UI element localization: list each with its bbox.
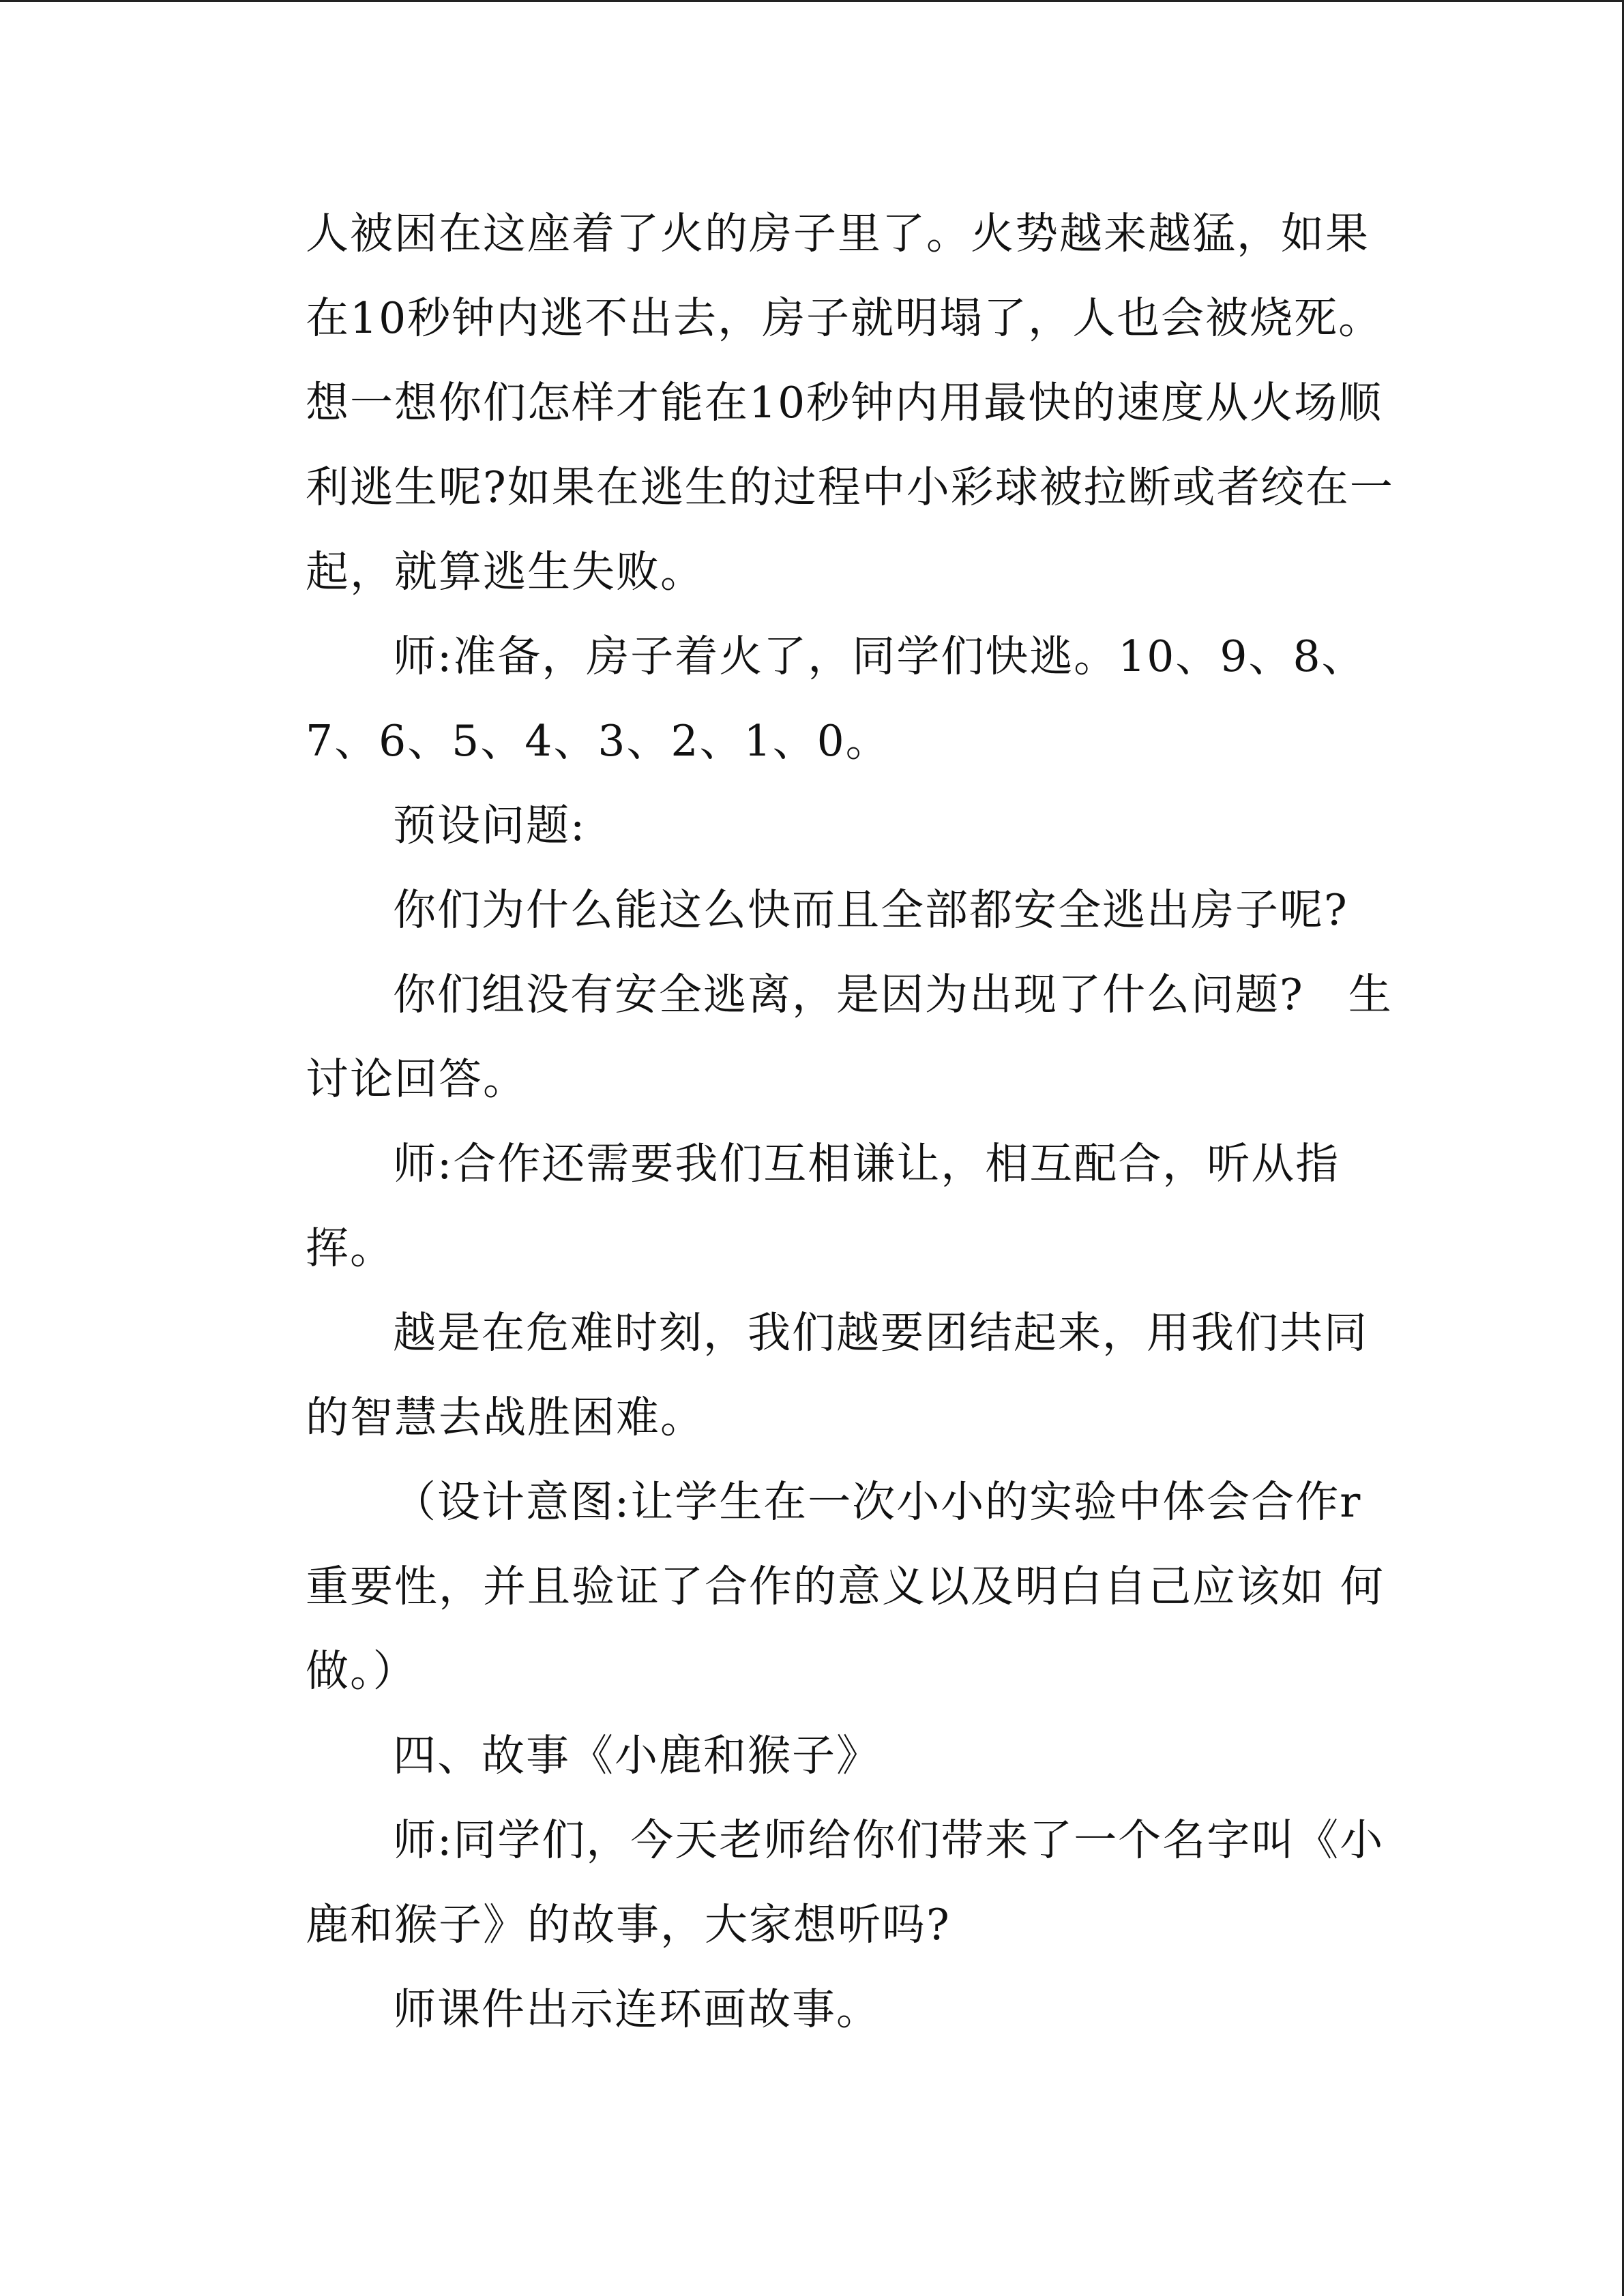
text-line: 你们为什么能这么快而且全部都安全逃出房子呢? (393, 885, 1348, 935)
text-line: 重要性，并且验证了合作的意义以及明白自己应该如 何 (306, 1562, 1385, 1611)
text-line: 人被困在这座着了火的房子里了。火势越来越猛，如果 (306, 209, 1370, 258)
text-line: 师课件出示连环画故事。 (393, 1984, 881, 2034)
text-line: 鹿和猴子》的故事，大家想听吗? (306, 1900, 951, 1950)
text-line: 起，就算逃生失败。 (306, 547, 705, 597)
text-line: 7、6、5、4、3、2、1、0。 (306, 716, 890, 766)
text-line: 做。） (306, 1646, 417, 1696)
text-line: 师:合作还需要我们互相谦让，相互配合，听从指 (393, 1139, 1340, 1189)
section-heading: 四、故事《小鹿和猴子》 (393, 1731, 881, 1780)
text-line: 想一想你们怎样才能在10秒钟内用最快的速度从火场顺 (306, 378, 1383, 428)
text-line: 的智慧去战胜困难。 (306, 1392, 705, 1442)
text-line: 师:同学们，今天老师给你们带来了一个名字叫《小 (393, 1815, 1385, 1865)
text-line: 你们组没有安全逃离，是因为出现了什么问题? 生 (393, 970, 1393, 1019)
text-line: 挥。 (306, 1223, 394, 1273)
text-line: 预设问题: (393, 801, 587, 850)
text-line: 越是在危难时刻，我们越要团结起来，用我们共同 (393, 1308, 1368, 1358)
text-line: 师:准备，房子着火了，同学们快逃。10、9、8、 (393, 631, 1366, 681)
text-line: 在10秒钟内逃不出去，房子就明塌了，人也会被烧死。 (306, 293, 1383, 343)
text-line: 讨论回答。 (306, 1054, 527, 1104)
text-line: （设计意图:让学生在一次小小的实验中体会合作r (393, 1477, 1362, 1527)
text-line: 利逃生呢?如果在逃生的过程中小彩球被拉断或者绞在一 (306, 462, 1394, 512)
